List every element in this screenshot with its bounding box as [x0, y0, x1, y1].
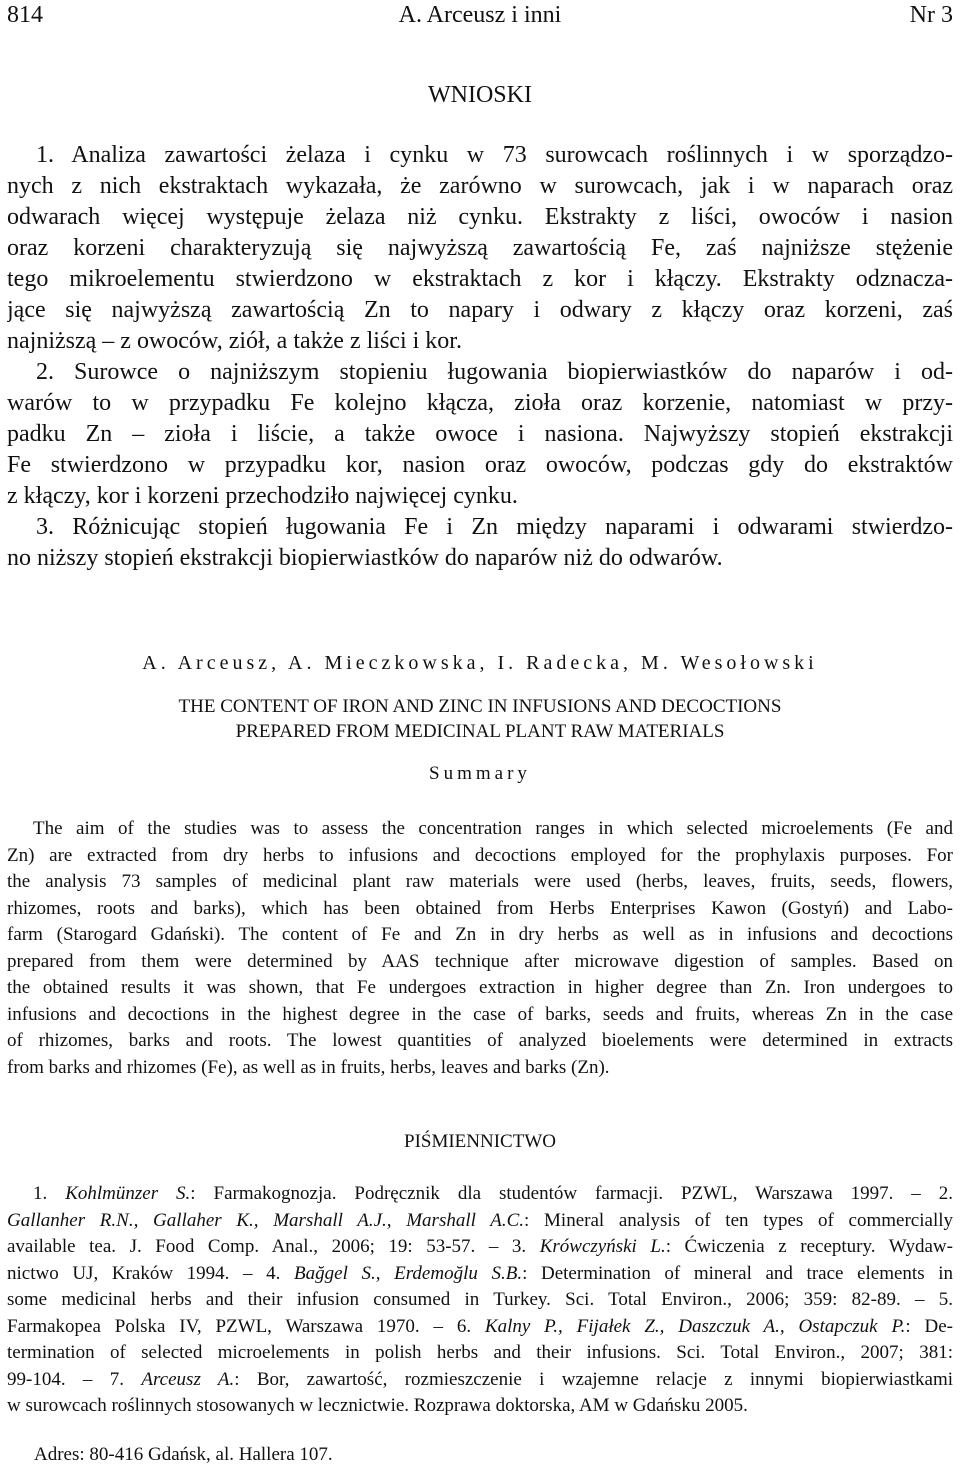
text-line: farm (Starogard Gdański). The content of Fe and Zn in dry herbs as well as in infusions and decoctions: [7, 924, 953, 945]
text-line: The aim of the studies was to assess the concentration ranges in which selected microelements (Fe and: [33, 818, 953, 839]
text-line: 1. Analiza zawartości żelaza i cynku w 73 surowcach roślinnych i w sporządzo-: [36, 142, 953, 168]
text-line: jące się najwyższą zawartością Zn to napary i odwary z kłączy oraz korzeni, zaś: [7, 297, 953, 323]
conclusions-heading: WNIOSKI: [428, 82, 532, 108]
ref-text: available tea. J. Food Comp. Anal., 2006; 19: 53-57. – 3.: [7, 1236, 540, 1257]
ref-text: Farmakopea Polska IV, PZWL, Warszawa 1970. – 6.: [7, 1315, 485, 1337]
ref-text: : Bor, zawartość, rozmieszczenie i wzajemne relacje z innymi biopierwiastkami: [234, 1368, 953, 1390]
ref-text: 99-104. – 7.: [7, 1368, 142, 1390]
ref-text: termination of selected microelements in polish herbs and their infusions. Sci. Total Environ., 2007; 381:: [7, 1342, 953, 1363]
text-line: rhizomes, roots and barks), which has been obtained from Herbs Enterprises Kawon (Gostyń) and Labo-: [7, 897, 953, 919]
text-line: tego mikroelementu stwierdzono w ekstraktach z kor i kłączy. Ekstrakty odznacza-: [7, 266, 953, 292]
text-line: the analysis 73 samples of medicinal plant raw materials were used (herbs, leaves, fruits, seeds, flowers,: [7, 871, 953, 892]
authors: A. Arceusz, A. Mieczkowska, I. Radecka, M. Wesołowski: [142, 652, 818, 674]
english-title: [0, 694, 960, 744]
summary-body: [7, 816, 953, 1081]
references-heading: PIŚMIENNICTWO: [404, 1131, 556, 1152]
ref-author: Krówczyński L.: [539, 1236, 666, 1257]
reference-line: [7, 1287, 953, 1314]
page-number: 814: [7, 2, 43, 28]
ref-text: : Determination of mineral and trace elements in: [522, 1262, 953, 1284]
text-line: oraz korzeni charakteryzują się najwyższą zawartością Fe, zaś najniższe stężenie: [7, 235, 953, 261]
ref-author: Bağgel S., Erdemoğlu S.B.: [294, 1262, 523, 1284]
text-line: Zn) are extracted from dry herbs to infusions and decoctions employed for the prophylaxis purposes. For: [7, 844, 953, 866]
text-line: najniższą – z owoców, ziół, a także z liści i kor.: [7, 328, 462, 354]
title-line: THE CONTENT OF IRON AND ZINC IN INFUSIONS AND DECOCTIONS: [178, 696, 782, 717]
ref-text: some medicinal herbs and their infusion consumed in Turkey. Sci. Total Environ., 2006; 359: 82-89. – 5.: [7, 1289, 953, 1310]
text-line: Fe stwierdzono w przypadku kor, nasion oraz owoców, podczas gdy do ekstraktów: [7, 452, 953, 478]
text-line: padku Zn – zioła i liście, a także owoce i nasiona. Najwyższy stopień ekstrakcji: [7, 421, 953, 447]
text-line: infusions and decoctions in the highest degree in the case of barks, seeds and fruits, whereas Zn in the case: [7, 1003, 953, 1025]
ref-text: nictwo UJ, Kraków 1994. – 4.: [7, 1262, 295, 1284]
references-body: [7, 1181, 953, 1420]
text-line: nych z nich ekstraktach wykazała, że zarówno w surowcach, jak i w naparach oraz: [7, 173, 953, 199]
text-line: no niższy stopień ekstrakcji biopierwiastków do naparów niż do odwarów.: [7, 545, 723, 571]
text-line: 2. Surowce o najniższym stopieniu ługowania biopierwiastków do naparów i od-: [36, 359, 953, 385]
text-line: z kłączy, kor i korzeni przechodziło najwięcej cynku.: [7, 483, 518, 509]
text-line: the obtained results it was shown, that Fe undergoes extraction in higher degree than Zn. Iron undergoes to: [7, 977, 953, 998]
conclusions-body: [7, 140, 953, 574]
reference-line: [7, 1314, 953, 1341]
reference-line: [7, 1393, 953, 1420]
reference-line: [7, 1367, 953, 1394]
ref-text: w surowcach roślinnych stosowanych w lecznictwie. Rozprawa doktorska, AM w Gdańsku 2005.: [7, 1395, 748, 1416]
text-line: from barks and rhizomes (Fe), as well as in fruits, herbs, leaves and barks (Zn).: [7, 1056, 610, 1078]
ref-text: : De-: [905, 1315, 953, 1337]
ref-author: Arceusz A.: [141, 1368, 235, 1390]
reference-line: [7, 1261, 953, 1288]
ref-author: Gallanher R.N., Gallaher K., Marshall A.J., Marshall A.C.: [7, 1209, 525, 1231]
address: Adres: 80-416 Gdańsk, al. Hallera 107.: [34, 1444, 333, 1465]
reference-line: [7, 1340, 953, 1367]
ref-author: Kohlmünzer S.: [65, 1183, 191, 1204]
text-line: of rhizomes, barks and roots. The lowest quantities of analyzed bioelements were determined in extracts: [7, 1030, 953, 1051]
title-line: PREPARED FROM MEDICINAL PLANT RAW MATERIALS: [235, 721, 725, 742]
text-line: warów to w przypadku Fe kolejno kłącza, zioła oraz korzenie, natomiast w przy-: [7, 390, 953, 416]
text-line: odwarach więcej występuje żelaza niż cynku. Ekstrakty z liści, owoców i nasion: [7, 204, 953, 230]
reference-line: [7, 1234, 953, 1261]
text-line: prepared from them were determined by AAS technique after microwave digestion of samples. Based on: [7, 950, 953, 972]
reference-line: [7, 1208, 953, 1235]
running-title: A. Arceusz i inni: [398, 2, 562, 28]
ref-author: Kalny P., Fijałek Z., Daszczuk A., Ostapczuk P.: [484, 1315, 906, 1337]
ref-number: 1.: [33, 1183, 66, 1204]
summary-heading: Summary: [429, 763, 531, 784]
ref-text: : Ćwiczenia z receptury. Wydaw-: [665, 1236, 953, 1257]
ref-text: : Mineral analysis of ten types of commercially: [524, 1209, 953, 1231]
issue-number: Nr 3: [909, 2, 953, 28]
reference-line: [7, 1181, 953, 1208]
text-line: 3. Różnicując stopień ługowania Fe i Zn między naparami i odwarami stwierdzo-: [36, 514, 953, 540]
ref-text: : Farmakognozja. Podręcznik dla studentów farmacji. PZWL, Warszawa 1997. – 2.: [190, 1183, 953, 1204]
